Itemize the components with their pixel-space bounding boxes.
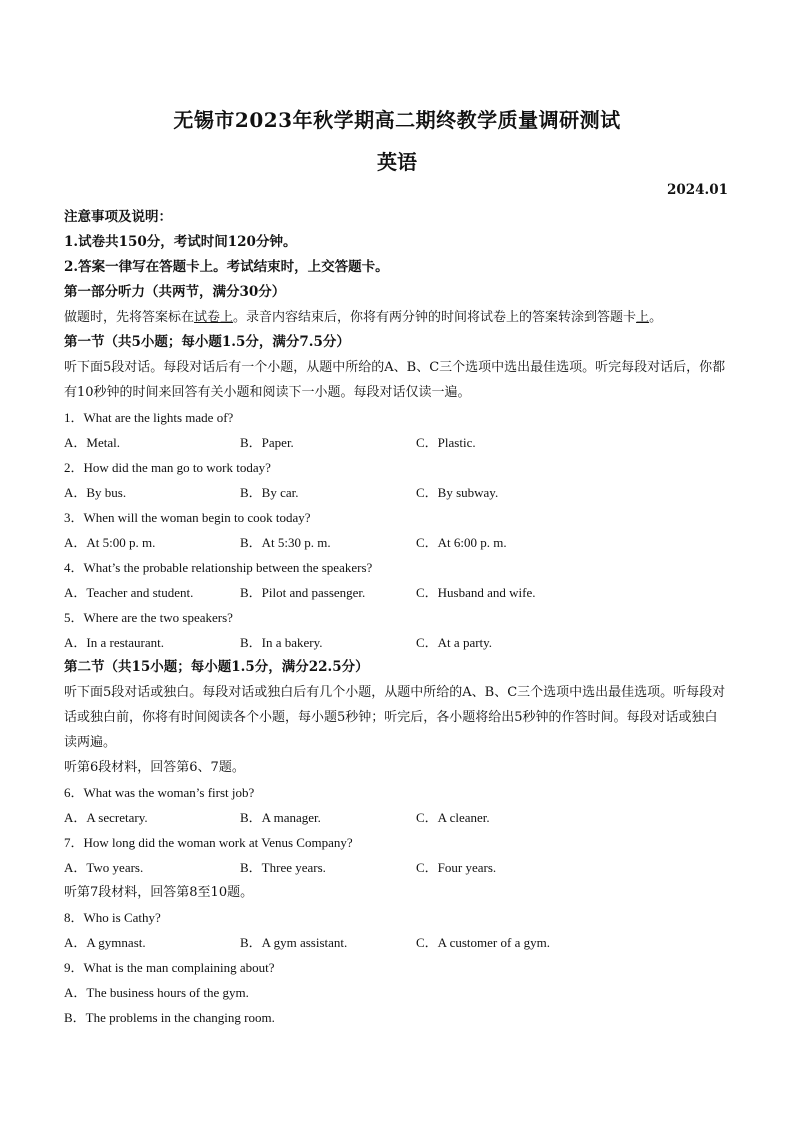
option-a: A．A secretary. <box>64 810 148 825</box>
material-7-note: 听第7段材料，回答第8至10题。 <box>64 885 254 900</box>
part1-instruction <box>64 305 730 330</box>
option-a: A．Two years. <box>64 860 144 875</box>
section1-instruction: 听下面5段对话。每段对话后有一个小题，从题中所给的A、B、C三个选项中选出最佳选项。听完每段对话后，你都有10秒钟的时间来回答有关小题和阅读下一小题。每段对话仅读一遍。 <box>64 360 726 400</box>
subject-title: 英语 <box>377 150 417 174</box>
question-stem: 4．What’s the probable relationship between the speakers? <box>64 560 373 575</box>
option-c: C．A customer of a gym. <box>416 935 550 950</box>
option-c: C．A cleaner. <box>416 810 490 825</box>
option-c: C．Husband and wife. <box>416 585 536 600</box>
options-row <box>64 480 730 505</box>
option-b: B．Pilot and passenger. <box>240 585 366 600</box>
question-stem: 8．Who is Cathy? <box>64 910 161 925</box>
part1-instruction-text: 做题时，先将答案标在 <box>64 310 195 325</box>
options-row <box>64 630 730 655</box>
section2-instruction: 听下面5段对话或独白。每段对话或独白后有几个小题，从题中所给的A、B、C三个选项中选出最佳选项。听每段对话或独白前，你将有时间阅读各个小题，每小题5秒钟；听完后，各小题将给出5秒钟的作答时间。每段对话或独白读两遍。 <box>64 685 726 750</box>
question-stem: 9．What is the man complaining about? <box>64 960 275 975</box>
question-stem: 3．When will the woman begin to cook today? <box>64 510 311 525</box>
option-b: B．A manager. <box>240 810 321 825</box>
option-a: A．Metal. <box>64 435 120 450</box>
part1-instruction-underlined: 上 <box>636 310 650 325</box>
option-c: C．At 6:00 p. m. <box>416 535 507 550</box>
option-b: B．A gym assistant. <box>240 935 348 950</box>
question-stem: 5．Where are the two speakers? <box>64 610 233 625</box>
option-b: B．The problems in the changing room. <box>64 1010 275 1025</box>
section1-questions <box>64 405 730 655</box>
notes-item-2: 2.答案一律写在答题卡上。考试结束时，上交答题卡。 <box>64 259 389 275</box>
part1-heading: 第一部分听力（共两节，满分30分） <box>64 284 286 300</box>
option-a: A．In a restaurant. <box>64 635 164 650</box>
question-stem: 1．What are the lights made of? <box>64 410 234 425</box>
part1-instruction-text: 。 <box>649 310 663 325</box>
section2-questions-b <box>64 905 730 955</box>
question-stem: 6．What was the woman’s first job? <box>64 785 255 800</box>
option-a: A．Teacher and student. <box>64 585 194 600</box>
option-b: B．In a bakery. <box>240 635 323 650</box>
options-row <box>64 430 730 455</box>
exam-title: 无锡市2023年秋学期高二期终教学质量调研测试 <box>173 108 621 132</box>
question-stem: 7．How long did the woman work at Venus Company? <box>64 835 353 850</box>
options-row <box>64 930 730 955</box>
section2-heading: 第二节（共15小题；每小题1.5分，满分22.5分） <box>64 659 369 675</box>
option-b: B．Paper. <box>240 435 294 450</box>
notes-heading: 注意事项及说明： <box>64 209 172 225</box>
option-b: B．At 5:30 p. m. <box>240 535 331 550</box>
options-row <box>64 805 730 830</box>
options-row <box>64 530 730 555</box>
options-row <box>64 855 730 880</box>
question-stem: 2．How did the man go to work today? <box>64 460 271 475</box>
part1-instruction-underlined: 试卷上 <box>194 310 234 325</box>
option-a: A．At 5:00 p. m. <box>64 535 156 550</box>
option-a: A．By bus. <box>64 485 127 500</box>
notes-item-1: 1.试卷共150分，考试时间120分钟。 <box>64 234 297 250</box>
exam-date: 2024.01 <box>666 182 728 198</box>
option-c: C．Four years. <box>416 860 497 875</box>
section2-questions-a <box>64 780 730 880</box>
option-c: C．By subway. <box>416 485 499 500</box>
section1-heading: 第一节（共5小题；每小题1.5分，满分7.5分） <box>64 334 350 350</box>
option-a: A．The business hours of the gym. <box>64 985 249 1000</box>
option-a: A．A gymnast. <box>64 935 146 950</box>
material-6-note: 听第6段材料，回答第6、7题。 <box>64 760 245 775</box>
option-c: C．Plastic. <box>416 435 476 450</box>
options-row <box>64 580 730 605</box>
exam-content <box>64 205 730 1030</box>
option-c: C．At a party. <box>416 635 493 650</box>
option-b: B．By car. <box>240 485 299 500</box>
option-b: B．Three years. <box>240 860 326 875</box>
part1-instruction-text: 。录音内容结束后，你将有两分钟的时间将试卷上的答案转涂到答题卡 <box>233 310 637 325</box>
